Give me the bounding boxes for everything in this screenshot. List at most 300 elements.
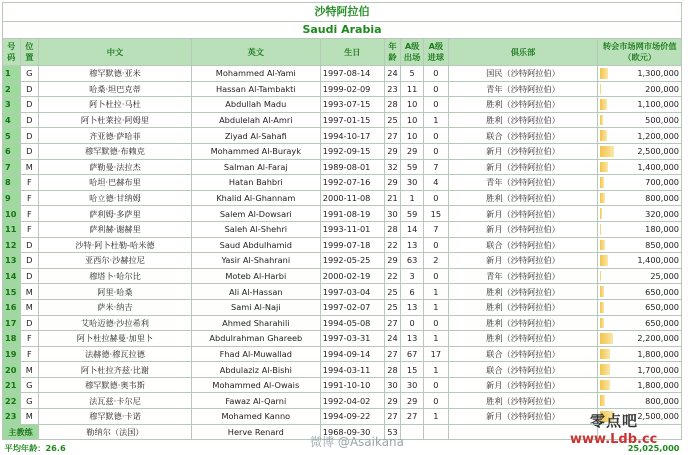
player-market-value: [598, 331, 682, 347]
player-market-value: [598, 377, 682, 393]
player-position: M: [20, 409, 39, 425]
player-chinese-name: 萨勒曼·法拉杰: [39, 159, 192, 175]
player-goals: 0: [423, 237, 448, 253]
table-row: [3, 159, 682, 175]
table-row: [3, 346, 682, 362]
table-row: [3, 315, 682, 331]
player-goals: 0: [423, 315, 448, 331]
player-caps: 13: [401, 237, 424, 253]
table-row: [3, 143, 682, 159]
player-position: D: [20, 97, 39, 113]
player-age: 28: [384, 362, 401, 378]
market-value-bar: [600, 84, 601, 95]
player-goals: 1: [423, 362, 448, 378]
player-caps: 1: [401, 190, 424, 206]
player-english-name: Mohamed Kanno: [191, 409, 320, 425]
coach-age: 53: [384, 424, 401, 440]
market-value-bar: [600, 177, 604, 188]
player-number: 21: [3, 377, 21, 393]
market-value-text: 180,000: [645, 224, 679, 234]
player-number: 10: [3, 206, 21, 222]
market-value-bar: [600, 208, 602, 219]
player-goals: 1: [423, 284, 448, 300]
market-value-bar: [600, 255, 608, 266]
player-birthday: 1993-07-15: [320, 97, 384, 113]
player-age: 22: [384, 237, 401, 253]
market-value-text: 1,800,000: [637, 349, 679, 359]
player-birthday: 1997-08-14: [320, 66, 384, 82]
player-goals: 17: [423, 346, 448, 362]
market-value-text: 200,000: [645, 84, 679, 94]
player-market-value: [598, 128, 682, 144]
player-market-value: [598, 346, 682, 362]
market-value-bar: [600, 99, 606, 110]
market-value-text: 1,300,000: [637, 68, 679, 78]
table-row: [3, 175, 682, 191]
player-birthday: 1991-08-19: [320, 206, 384, 222]
player-club: 新月（沙特阿拉伯）: [448, 221, 598, 237]
player-goals: 1: [423, 112, 448, 128]
player-chinese-name: 艾哈迈德·沙拉希利: [39, 315, 192, 331]
market-value-text: 1,800,000: [637, 380, 679, 390]
header-club: 俱乐部: [448, 39, 598, 66]
player-caps: 10: [401, 112, 424, 128]
player-english-name: Fawaz Al-Qarni: [191, 393, 320, 409]
player-english-name: Abdullah Madu: [191, 97, 320, 113]
site-watermark-url: www.Ldb.cc: [570, 432, 657, 447]
coach-chinese-name: 勒纳尔（法国）: [39, 424, 192, 440]
table-row: [3, 331, 682, 347]
player-caps: 30: [401, 377, 424, 393]
player-market-value: [598, 284, 682, 300]
player-age: 24: [384, 66, 401, 82]
market-value-text: 650,000: [645, 302, 679, 312]
player-position: M: [20, 284, 39, 300]
table-row: [3, 128, 682, 144]
player-caps: 5: [401, 66, 424, 82]
header-chinese-name: 中文: [39, 39, 192, 66]
player-age: 27: [384, 409, 401, 425]
player-goals: 0: [423, 128, 448, 144]
player-market-value: [598, 112, 682, 128]
header-goals: A级进球: [423, 39, 448, 66]
table-row: [3, 409, 682, 425]
player-chinese-name: 阿卜杜拉赫曼·加里卜: [39, 331, 192, 347]
header-english-name: 英文: [191, 39, 320, 66]
player-rows: [3, 66, 682, 425]
player-caps: 67: [401, 346, 424, 362]
player-birthday: 1997-02-07: [320, 299, 384, 315]
market-value-text: 25,000: [650, 271, 679, 281]
player-number: 3: [3, 97, 21, 113]
player-birthday: 1991-10-10: [320, 377, 384, 393]
player-caps: 11: [401, 81, 424, 97]
player-age: 30: [384, 206, 401, 222]
player-position: M: [20, 159, 39, 175]
player-english-name: Mohammed Al-Owais: [191, 377, 320, 393]
player-club: 青年（沙特阿拉伯）: [448, 81, 598, 97]
player-market-value: [598, 143, 682, 159]
player-english-name: Abdulrahman Ghareeb: [191, 331, 320, 347]
header-number: 号码: [3, 39, 21, 66]
market-value-bar: [600, 395, 605, 406]
market-value-text: 700,000: [645, 177, 679, 187]
market-value-bar: [600, 68, 607, 79]
market-value-text: 650,000: [645, 287, 679, 297]
player-age: 29: [384, 175, 401, 191]
header-birthday: 生日: [320, 39, 384, 66]
player-market-value: [598, 97, 682, 113]
player-age: 24: [384, 331, 401, 347]
table-row: [3, 284, 682, 300]
player-position: D: [20, 81, 39, 97]
player-goals: 0: [423, 377, 448, 393]
market-value-bar: [600, 130, 607, 141]
player-caps: 29: [401, 143, 424, 159]
market-value-text: 320,000: [645, 209, 679, 219]
player-market-value: [598, 237, 682, 253]
market-value-bar: [600, 302, 604, 313]
player-number: 13: [3, 253, 21, 269]
player-goals: 7: [423, 221, 448, 237]
player-age: 29: [384, 393, 401, 409]
player-number: 4: [3, 112, 21, 128]
player-english-name: Yasir Al-Shahrani: [191, 253, 320, 269]
player-goals: 0: [423, 81, 448, 97]
player-birthday: 2000-02-19: [320, 268, 384, 284]
player-english-name: Moteb Al-Harbi: [191, 268, 320, 284]
player-english-name: Ahmed Sharahili: [191, 315, 320, 331]
player-english-name: Mohammed Al-Burayk: [191, 143, 320, 159]
player-market-value: [598, 66, 682, 82]
player-club: 青年（沙特阿拉伯）: [448, 268, 598, 284]
player-caps: 27: [401, 409, 424, 425]
market-value-text: 850,000: [645, 240, 679, 250]
player-position: M: [20, 299, 39, 315]
player-position: F: [20, 221, 39, 237]
player-club: 胜利（沙特阿拉伯）: [448, 97, 598, 113]
player-chinese-name: 阿里·哈桑: [39, 284, 192, 300]
header-market-value: 转会市场网市场价值（欧元）: [598, 39, 682, 66]
player-chinese-name: 齐亚德·萨哈菲: [39, 128, 192, 144]
player-club: 联合（沙特阿拉伯）: [448, 346, 598, 362]
table-row: [3, 190, 682, 206]
market-value-text: 650,000: [645, 318, 679, 328]
market-value-text: 2,200,000: [637, 333, 679, 343]
player-club: 联合（沙特阿拉伯）: [448, 237, 598, 253]
player-goals: 7: [423, 159, 448, 175]
market-value-bar: [600, 146, 614, 157]
player-english-name: Ali Al-Hassan: [191, 284, 320, 300]
player-caps: 3: [401, 268, 424, 284]
player-number: 15: [3, 284, 21, 300]
player-goals: 0: [423, 268, 448, 284]
player-goals: 1: [423, 299, 448, 315]
coach-english-name: Herve Renard: [191, 424, 320, 440]
player-position: F: [20, 175, 39, 191]
player-number: 23: [3, 409, 21, 425]
player-english-name: Abdulaziz Al-Bishi: [191, 362, 320, 378]
table-row: [3, 377, 682, 393]
player-goals: 0: [423, 66, 448, 82]
table-row: [3, 81, 682, 97]
market-value-bar: [600, 115, 603, 126]
player-caps: 6: [401, 284, 424, 300]
player-caps: 59: [401, 206, 424, 222]
market-value-text: 1,200,000: [637, 131, 679, 141]
player-age: 25: [384, 112, 401, 128]
market-value-text: 2,500,000: [637, 146, 679, 156]
squad-table: [2, 2, 682, 455]
player-english-name: Salem Al-Dowsari: [191, 206, 320, 222]
player-goals: 1: [423, 331, 448, 347]
player-goals: 15: [423, 206, 448, 222]
market-value-bar: [600, 224, 601, 235]
player-number: 14: [3, 268, 21, 284]
market-value-text: 1,100,000: [637, 99, 679, 109]
player-english-name: Fhad Al-Muwallad: [191, 346, 320, 362]
player-goals: 0: [423, 97, 448, 113]
market-value-bar: [600, 333, 612, 344]
player-birthday: 1992-09-15: [320, 143, 384, 159]
player-goals: 2: [423, 253, 448, 269]
player-market-value: [598, 190, 682, 206]
player-age: 28: [384, 97, 401, 113]
player-chinese-name: 哈桑·坦巴克蒂: [39, 81, 192, 97]
player-club: 联合（沙特阿拉伯）: [448, 362, 598, 378]
player-english-name: Abdulelah Al-Amri: [191, 112, 320, 128]
player-english-name: Hassan Al-Tambakti: [191, 81, 320, 97]
player-club: 新月（沙特阿拉伯）: [448, 159, 598, 175]
player-english-name: Ziyad Al-Sahafi: [191, 128, 320, 144]
player-position: M: [20, 362, 39, 378]
player-position: G: [20, 377, 39, 393]
weibo-watermark: 微博 @Asaikana: [310, 433, 404, 450]
player-age: 28: [384, 221, 401, 237]
player-age: 29: [384, 143, 401, 159]
player-position: D: [20, 112, 39, 128]
player-birthday: 1992-07-16: [320, 175, 384, 191]
player-market-value: [598, 299, 682, 315]
player-caps: 14: [401, 221, 424, 237]
market-value-text: 2,500,000: [637, 411, 679, 421]
player-chinese-name: 萨利赫·谢赫里: [39, 221, 192, 237]
player-market-value: [598, 175, 682, 191]
player-chinese-name: 哈坦·巴赫布里: [39, 175, 192, 191]
player-age: 21: [384, 190, 401, 206]
market-value-text: 1,400,000: [637, 162, 679, 172]
player-club: 胜利（沙特阿拉伯）: [448, 331, 598, 347]
market-value-bar: [600, 240, 605, 251]
player-number: 19: [3, 346, 21, 362]
player-number: 17: [3, 315, 21, 331]
player-chinese-name: 穆塔卜·哈尔比: [39, 268, 192, 284]
player-chinese-name: 穆罕默德·奥韦斯: [39, 377, 192, 393]
player-club: 新月（沙特阿拉伯）: [448, 409, 598, 425]
player-goals: 1: [423, 409, 448, 425]
coach-birthday: 1968-09-30: [320, 424, 384, 440]
player-goals: 0: [423, 393, 448, 409]
player-club: 联合（沙特阿拉伯）: [448, 128, 598, 144]
player-birthday: 1999-02-09: [320, 81, 384, 97]
player-caps: 63: [401, 253, 424, 269]
player-club: 胜利（沙特阿拉伯）: [448, 190, 598, 206]
player-market-value: [598, 315, 682, 331]
site-watermark-cn: 零点吧: [590, 410, 638, 431]
player-english-name: Hatan Bahbri: [191, 175, 320, 191]
player-caps: 10: [401, 97, 424, 113]
table-row: [3, 206, 682, 222]
player-chinese-name: 法瓦兹·卡尔尼: [39, 393, 192, 409]
player-position: D: [20, 315, 39, 331]
player-club: 胜利（沙特阿拉伯）: [448, 299, 598, 315]
player-goals: 0: [423, 190, 448, 206]
player-club: 胜利（沙特阿拉伯）: [448, 284, 598, 300]
player-caps: 29: [401, 393, 424, 409]
player-english-name: Salman Al-Faraj: [191, 159, 320, 175]
player-age: 25: [384, 284, 401, 300]
player-market-value: [598, 362, 682, 378]
player-club: 青年（沙特阿拉伯）: [448, 175, 598, 191]
player-birthday: 1997-03-04: [320, 284, 384, 300]
player-english-name: Saleh Al-Shehri: [191, 221, 320, 237]
player-caps: 0: [401, 315, 424, 331]
table-row: [3, 97, 682, 113]
player-chinese-name: 萨利姆·多萨里: [39, 206, 192, 222]
player-chinese-name: 阿卜杜拉齐兹·比谢: [39, 362, 192, 378]
player-english-name: Sami Al-Naji: [191, 299, 320, 315]
player-number: 8: [3, 175, 21, 191]
coach-label: 主教练: [3, 424, 39, 440]
player-birthday: 1994-10-17: [320, 128, 384, 144]
player-age: 25: [384, 299, 401, 315]
player-number: 12: [3, 237, 21, 253]
player-goals: 4: [423, 175, 448, 191]
player-market-value: [598, 159, 682, 175]
player-position: F: [20, 190, 39, 206]
table-row: [3, 221, 682, 237]
player-birthday: 1997-03-31: [320, 331, 384, 347]
player-chinese-name: 阿卜杜莱拉·阿姆里: [39, 112, 192, 128]
player-number: 2: [3, 81, 21, 97]
player-club: 胜利（沙特阿拉伯）: [448, 393, 598, 409]
market-value-text: 800,000: [645, 193, 679, 203]
player-chinese-name: 亚西尔·沙赫拉尼: [39, 253, 192, 269]
table-row: [3, 66, 682, 82]
player-number: 6: [3, 143, 21, 159]
player-age: 27: [384, 128, 401, 144]
player-number: 5: [3, 128, 21, 144]
player-market-value: [598, 268, 682, 284]
player-birthday: 1992-05-25: [320, 253, 384, 269]
player-club: 新月（沙特阿拉伯）: [448, 143, 598, 159]
table-row: [3, 268, 682, 284]
player-club: 国民（沙特阿拉伯）: [448, 66, 598, 82]
header-position: 位置: [20, 39, 39, 66]
player-caps: 13: [401, 331, 424, 347]
market-value-bar: [600, 318, 604, 329]
player-birthday: 1994-09-22: [320, 409, 384, 425]
player-number: 9: [3, 190, 21, 206]
player-age: 22: [384, 268, 401, 284]
player-position: G: [20, 66, 39, 82]
player-number: 1: [3, 66, 21, 82]
player-chinese-name: 穆罕默德·布赖克: [39, 143, 192, 159]
player-caps: 59: [401, 159, 424, 175]
player-age: 27: [384, 346, 401, 362]
player-birthday: 1994-03-11: [320, 362, 384, 378]
player-age: 23: [384, 81, 401, 97]
player-caps: 13: [401, 299, 424, 315]
header-caps: A级出场: [401, 39, 424, 66]
market-value-text: 500,000: [645, 115, 679, 125]
player-market-value: [598, 393, 682, 409]
player-position: D: [20, 143, 39, 159]
player-position: D: [20, 268, 39, 284]
market-value-bar: [600, 162, 608, 173]
market-value-text: 1,700,000: [637, 365, 679, 375]
player-position: D: [20, 237, 39, 253]
player-birthday: 1994-09-14: [320, 346, 384, 362]
player-club: 新月（沙特阿拉伯）: [448, 253, 598, 269]
player-number: 7: [3, 159, 21, 175]
player-english-name: Mohammed Al-Yami: [191, 66, 320, 82]
player-birthday: 1999-07-18: [320, 237, 384, 253]
player-club: 胜利（沙特阿拉伯）: [448, 315, 598, 331]
player-number: 18: [3, 331, 21, 347]
player-market-value: [598, 253, 682, 269]
player-age: 27: [384, 315, 401, 331]
table-row: [3, 362, 682, 378]
table-row: [3, 393, 682, 409]
player-age: 32: [384, 159, 401, 175]
header-age: 年龄: [384, 39, 401, 66]
market-value-text: 1,400,000: [637, 255, 679, 265]
player-chinese-name: 阿卜杜拉·马杜: [39, 97, 192, 113]
player-number: 20: [3, 362, 21, 378]
player-age: 29: [384, 253, 401, 269]
table-row: [3, 253, 682, 269]
market-value-bar: [600, 193, 605, 204]
player-birthday: 2000-11-08: [320, 190, 384, 206]
player-position: F: [20, 331, 39, 347]
table-row: [3, 112, 682, 128]
player-birthday: 1989-08-01: [320, 159, 384, 175]
player-caps: 15: [401, 362, 424, 378]
player-birthday: 1992-04-02: [320, 393, 384, 409]
player-club: 胜利（沙特阿拉伯）: [448, 112, 598, 128]
player-chinese-name: 萨米·纳吉: [39, 299, 192, 315]
player-market-value: [598, 221, 682, 237]
player-position: D: [20, 128, 39, 144]
player-birthday: 1994-05-08: [320, 315, 384, 331]
player-position: D: [20, 253, 39, 269]
table-title: 沙特阿拉伯: [3, 3, 682, 22]
player-market-value: [598, 206, 682, 222]
player-english-name: Saud Abdulhamid: [191, 237, 320, 253]
table-row: [3, 237, 682, 253]
player-english-name: Khalid Al-Ghannam: [191, 190, 320, 206]
player-chinese-name: 沙特·阿卜杜勒-哈米德: [39, 237, 192, 253]
player-market-value: [598, 81, 682, 97]
player-chinese-name: 哈立德·甘纳姆: [39, 190, 192, 206]
average-age: 平均年龄：26.6: [3, 440, 321, 455]
total-value: 25,025,000: [598, 440, 682, 455]
table-row: [3, 299, 682, 315]
player-birthday: 1993-11-01: [320, 221, 384, 237]
player-club: 新月（沙特阿拉伯）: [448, 377, 598, 393]
player-club: 新月（沙特阿拉伯）: [448, 206, 598, 222]
